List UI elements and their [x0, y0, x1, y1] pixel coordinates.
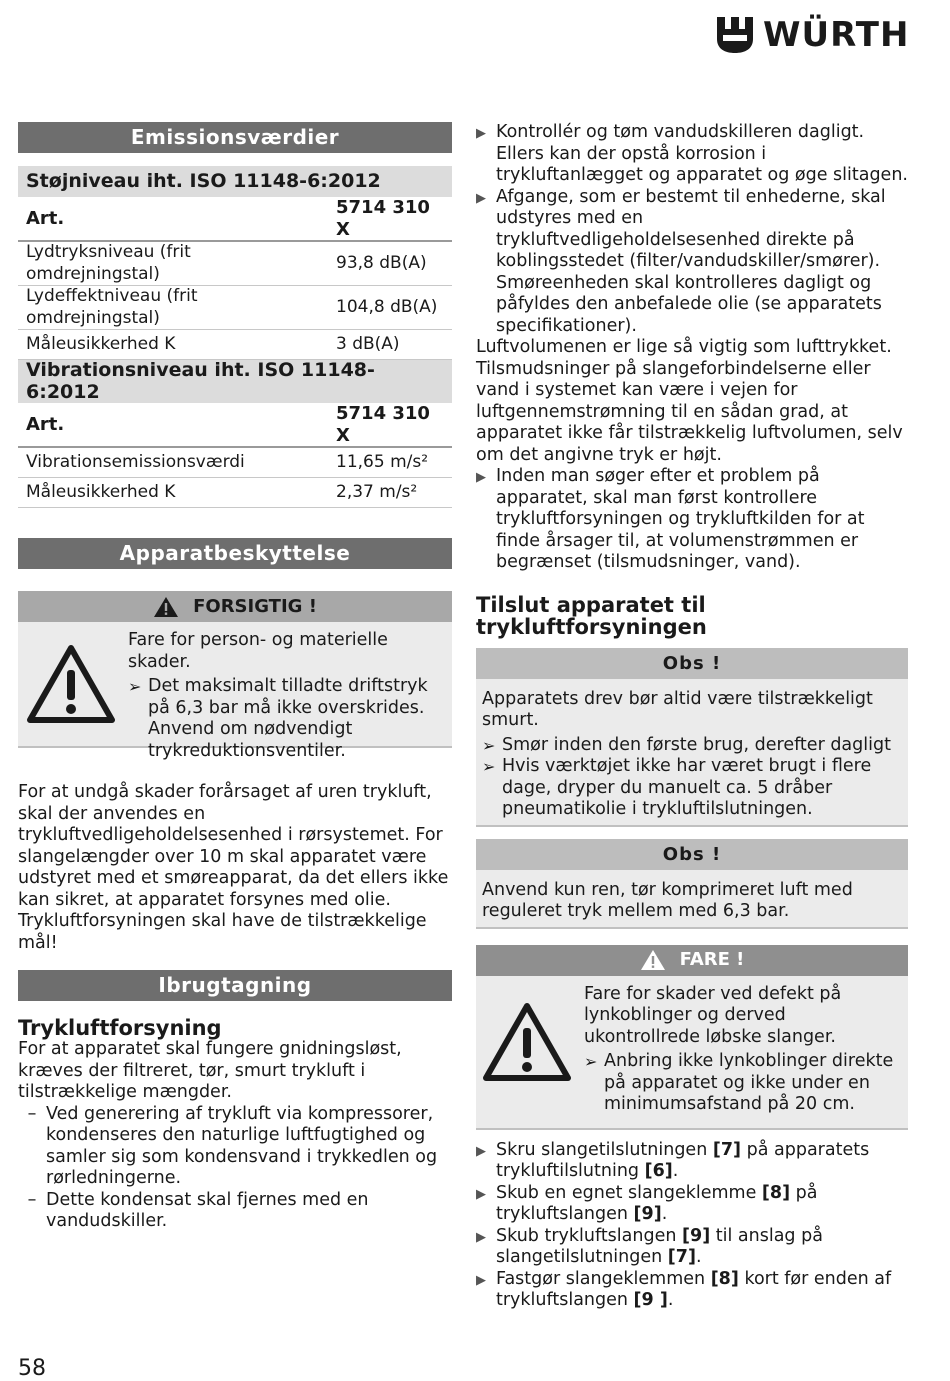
- subheading-connect: Tilslut apparatet til trykluftforsyningen: [476, 592, 707, 639]
- part-reference: [9]: [682, 1225, 711, 1246]
- step-item: [476, 1269, 908, 1312]
- protection-paragraph: For at undgå skader forårsaget af uren trykluft, skal der anvendes en trykluftvedligeholdelsesenhed i rørsystemet. For slangelængder over 10 m skal apparatet være udstyret med et smøreapparat, da det ellers ikke kan sikret, at apparatet forsynes med olie. Trykluftforsyningen skal have de tilstrækkelige mål!: [18, 782, 449, 953]
- table-row: [18, 241, 452, 286]
- triangle-bullet-icon: ▶: [476, 1143, 486, 1159]
- step-text: .: [695, 1247, 702, 1267]
- part-reference: [9 ]: [633, 1290, 668, 1310]
- triangle-bullet-icon: ▶: [476, 1229, 486, 1245]
- row-value: 11,65 m/s²: [328, 447, 452, 478]
- step-text: Skub trykluftslangen: [496, 1225, 683, 1246]
- step-text: .: [667, 1290, 674, 1310]
- list-item: [18, 1190, 452, 1233]
- list-item-text: Smør inden den første brug, derefter dagligt: [502, 734, 891, 755]
- triangle-bullet-icon: ▶: [476, 1272, 486, 1288]
- table-row: [18, 478, 452, 508]
- step-text: kort før enden af trykluftslangen: [496, 1268, 892, 1310]
- part-reference: [7]: [712, 1139, 742, 1160]
- triangle-bullet-icon: ▶: [476, 126, 486, 141]
- notice-bar: Obs !: [476, 839, 908, 870]
- warning-triangle-icon: [153, 596, 179, 618]
- chevron-icon: ➢: [482, 735, 496, 755]
- list-item: [476, 122, 908, 187]
- triangle-bullet-icon: ▶: [476, 1186, 486, 1202]
- part-reference: [8]: [761, 1182, 791, 1203]
- part-reference: [7]: [667, 1247, 696, 1267]
- art-value: 5714 310 X: [328, 197, 452, 241]
- warning-sign-icon: [26, 644, 116, 724]
- section-heading-commissioning: Ibrugtagning: [18, 970, 452, 1001]
- row-value: 104,8 dB(A): [328, 286, 452, 330]
- triangle-bullet-icon: ▶: [476, 190, 486, 206]
- danger-box: [476, 976, 908, 1130]
- list-item-text: Dette kondensat skal fjernes med en vandudskiller.: [46, 1189, 369, 1231]
- danger-bar: [476, 945, 908, 976]
- caution-bar: [18, 591, 452, 622]
- list-item-text: Afgange, som er bestemt til enhederne, skal udstyres med en trykluftvedligeholdelsesenhed direkte på koblingsstedet (filter/vandudskiller/smører). Smøreenheden skal kontrolleres dagligt og påfyldes den anbefalede olie (se apparatets specifikationer).: [496, 186, 886, 336]
- step-text: på trykluftslangen: [496, 1182, 818, 1224]
- row-value: 93,8 dB(A): [328, 241, 452, 286]
- danger-bullet: Anbring ikke lynkoblinger direkte på apparatet og ikke under en minimumsafstand på 20 cm.: [604, 1051, 894, 1114]
- chevron-icon: ➢: [128, 677, 142, 696]
- row-value: 2,37 m/s²: [328, 478, 452, 508]
- step-item: [476, 1226, 908, 1269]
- page-number: 58: [18, 1356, 46, 1381]
- emission-table: [18, 166, 452, 508]
- list-item: [476, 187, 908, 338]
- step-text: .: [661, 1204, 668, 1224]
- step-text: Skub en egnet slangeklemme: [496, 1182, 762, 1203]
- row-label: Måleusikkerhed K: [18, 330, 328, 360]
- list-item-text: Hvis værktøjet ikke har været brugt i flere dage, dryper du manuelt ca. 5 dråber pneumatikolie i trykluftilslutningen.: [502, 756, 872, 819]
- step-text: .: [672, 1161, 679, 1181]
- art-label: Art.: [18, 197, 328, 241]
- dash-marker: –: [27, 1103, 37, 1124]
- part-reference: [6]: [644, 1161, 673, 1181]
- step-text: til anslag på slangetilslutningen: [496, 1225, 823, 1267]
- danger-label: FARE !: [679, 949, 745, 971]
- list-item-text: Ved generering af trykluft via kompressorer, kondenseres den naturlige luftfugtighed og samler sig som kondensvand i trykkedlen og rørledningerne.: [46, 1103, 438, 1188]
- step-text: Fastgør slangeklemmen: [496, 1268, 711, 1289]
- dash-marker: –: [27, 1189, 37, 1210]
- right-column: [476, 122, 908, 1312]
- subheading-air-supply: Trykluftforsyning: [18, 1016, 222, 1040]
- caution-bullet: Det maksimalt tilladte driftstryk på 6,3 bar må ikke overskrides. Anvend om nødvendigt trykreduktionsventiler.: [148, 676, 428, 761]
- part-reference: [9]: [633, 1204, 662, 1224]
- step-item: [476, 1183, 908, 1226]
- notice-text: Apparatets drev bør altid være tilstrækkeligt smurt.: [482, 688, 873, 730]
- caution-box: [18, 622, 452, 761]
- air-supply-paragraph: For at apparatet skal fungere gnidningsløst, kræves der filtreret, tør, smurt trykluft i tilstrækkelige mængder.: [18, 1039, 402, 1102]
- warning-triangle-icon: [640, 949, 666, 971]
- brand-name: WÜRTH: [763, 15, 910, 55]
- list-item-text: Inden man søger efter et problem på apparatet, skal man først kontrollere trykluftforsyningen og trykluftkilden for at finde årsager til, at volumenstrømmen er begrænset (tilsmudsninger, vand).: [496, 466, 865, 572]
- step-text: Skru slangetilslutningen: [496, 1139, 713, 1160]
- notice-text: Anvend kun ren, tør komprimeret luft med reguleret tryk mellem med 6,3 bar.: [482, 879, 853, 921]
- row-value: 3 dB(A): [328, 330, 452, 360]
- table-row: [18, 330, 452, 360]
- list-item: [482, 756, 902, 821]
- list-item: [18, 1104, 452, 1190]
- row-label: Lydeffektniveau (frit omdrejningstal): [18, 286, 328, 330]
- left-column: [18, 122, 452, 1233]
- notice-box: [476, 870, 908, 929]
- step-item: [476, 1140, 908, 1183]
- caution-label: FORSIGTIG !: [193, 595, 317, 617]
- list-item-text: Kontrollér og tøm vandudskilleren dagligt. Ellers kan der opstå korrosion i trykluftanlægget og apparatet og øge slitagen.: [496, 122, 908, 185]
- warning-sign-icon: [482, 1002, 572, 1082]
- notice-bar: Obs !: [476, 648, 908, 679]
- list-item: [476, 466, 908, 574]
- caution-text: Fare for person- og materielle skader.: [128, 630, 388, 672]
- danger-text: Fare for skader ved defekt på lynkoblinger og derved ukontrollrede løbske slanger.: [584, 983, 842, 1047]
- wurth-logo: [715, 14, 910, 56]
- list-item: [482, 735, 902, 757]
- triangle-bullet-icon: ▶: [476, 470, 486, 485]
- chevron-icon: ➢: [482, 757, 496, 776]
- noise-group-title: Støjniveau iht. ISO 11148-6:2012: [18, 166, 452, 197]
- art-label: Art.: [18, 403, 328, 447]
- art-value: 5714 310 X: [328, 403, 452, 447]
- chevron-icon: ➢: [584, 1052, 598, 1071]
- row-label: Vibrationsemissionsværdi: [18, 447, 328, 478]
- vibration-group-title: Vibrationsniveau iht. ISO 11148-6:2012: [18, 360, 452, 404]
- section-heading-emission: Emissionsværdier: [18, 122, 452, 153]
- step-text: på apparatets trykluftilslutning: [496, 1139, 870, 1181]
- row-label: Måleusikkerhed K: [18, 478, 328, 508]
- table-row: [18, 447, 452, 478]
- notice-box: [476, 679, 908, 827]
- wurth-logo-icon: [715, 15, 755, 55]
- table-row: [18, 286, 452, 330]
- part-reference: [8]: [710, 1268, 739, 1289]
- row-label: Lydtryksniveau (frit omdrejningstal): [18, 241, 328, 286]
- section-heading-protection: Apparatbeskyttelse: [18, 538, 452, 569]
- air-volume-paragraph: Luftvolumenen er lige så vigtig som lufttrykket. Tilsmudsninger på slangeforbindelserne eller vand i systemet kan være i vejen for luftgennemstrømning til en sådan grad, at apparatet ikke får tilstrækkelig luftvolumen, selv om det angivne tryk er højt.: [476, 337, 903, 465]
